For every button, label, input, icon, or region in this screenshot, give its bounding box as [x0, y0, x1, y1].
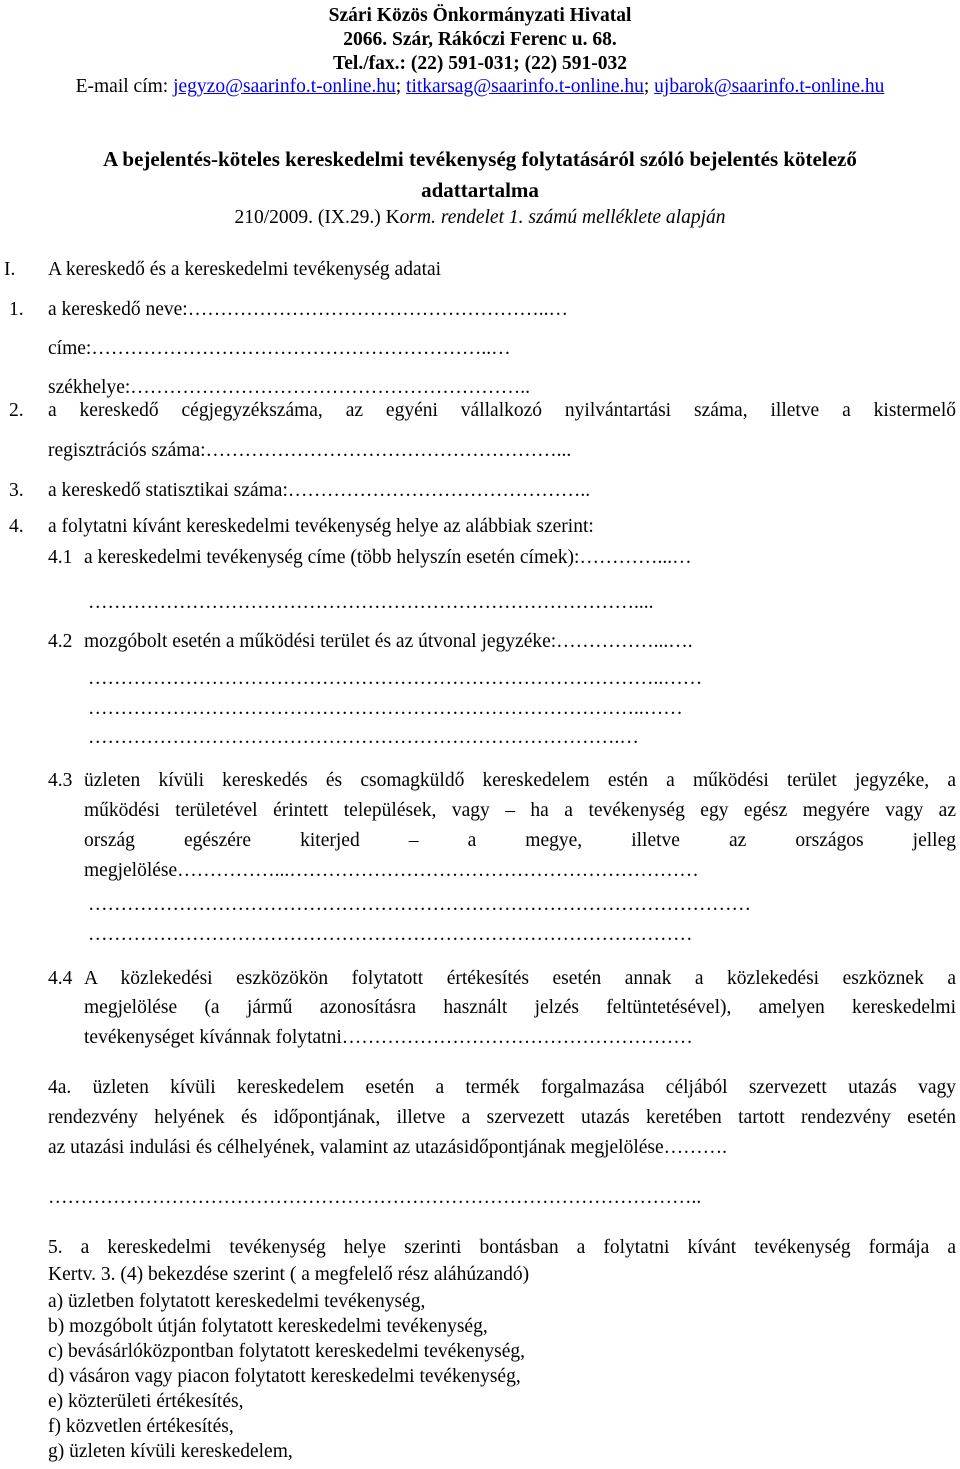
activity-form-option: g) üzleten kívüli kereskedelem, — [48, 1441, 293, 1462]
activity-form-text: 5. a kereskedelmi tevékenység helye szerinti bontásban a folytatni kívánt tevékenység formája a — [48, 1237, 956, 1258]
event-sales-field: az utazási indulási és célhelyének, valamint az utazásidőpontjának megjelölése………. — [48, 1137, 728, 1158]
event-sales-text: rendezvény helyének és időpontjának, illetve a szervezett utazás keretében tartott rendezvény esetén — [48, 1107, 956, 1128]
vehicle-sales-text: A közlekedési eszközökön folytatott értékesítés esetén annak a közlekedési eszköznek a — [84, 968, 956, 989]
email-separator: ; — [643, 76, 655, 97]
field-label: mozgóbolt esetén a működési terület és az útvonal jegyzéke: — [84, 631, 557, 652]
subitem-number: 4.3 — [48, 770, 73, 791]
subitem-number: 4.2 — [48, 631, 73, 652]
office-telfax: Tel./fax.: (22) 591-031; (22) 591-032 — [333, 53, 627, 74]
trader-address-field — [48, 338, 511, 359]
email-link-titkarsag[interactable]: titkarsag@saarinfo.t-online.hu — [406, 76, 644, 97]
fill-in-dots: ………………………………………………..… — [187, 299, 568, 320]
activity-form-option: c) bevásárlóközpontban folytatott kereskedelmi tevékenység, — [48, 1341, 526, 1362]
fill-in-dots: ……………………………………………………………………………..…… — [88, 668, 703, 689]
subitem-number: 4.1 — [48, 547, 73, 568]
field-label: a kereskedő statisztikai száma: — [48, 480, 288, 501]
subitem-number: 4.4 — [48, 968, 73, 989]
off-premises-sales-text: működési területével érintett települések, vagy – ha a tevékenység egy egész megyére vagy az — [84, 800, 956, 821]
trader-name-field — [48, 299, 568, 320]
legal-reference-italic: orm. rendelet 1. számú melléklete alapján — [399, 207, 726, 228]
field-label: a kereskedelmi tevékenység címe (több helyszín esetén címek): — [84, 547, 580, 568]
fill-in-dots: ……………………………………………………………………………………….. — [48, 1187, 702, 1208]
section-number: I. — [4, 259, 16, 280]
item-number: 2. — [9, 400, 24, 421]
office-name: Szári Közös Önkormányzati Hivatal — [328, 5, 632, 26]
vehicle-sales-text: megjelölése (a jármű azonosításra használt jelzés feltüntetésével), amelyen kereskedelmi — [84, 997, 956, 1018]
email-separator: ; — [395, 76, 407, 97]
activity-form-option: d) vásáron vagy piacon folytatott kereskedelmi tevékenység, — [48, 1366, 521, 1387]
fill-in-dots: ………………………………………………... — [205, 440, 572, 461]
activity-form-option: a) üzletben folytatott kereskedelmi tevékenység, — [48, 1291, 426, 1312]
email-line — [0, 76, 960, 97]
fill-in-dots: ………………………………………………………………………………… — [88, 924, 693, 945]
statistical-number-field — [48, 480, 590, 501]
mobile-shop-area-field — [84, 631, 693, 652]
vehicle-sales-field: tevékenységet kívánnak folytatni……………………………………………… — [84, 1027, 693, 1048]
activity-location-text: a folytatni kívánt kereskedelmi tevékenység helye az alábbiak szerint: — [48, 516, 594, 537]
activity-form-option: f) közvetlen értékesítés, — [48, 1416, 234, 1437]
legal-reference-plain: 210/2009. (IX.29.) K — [234, 207, 400, 228]
legal-reference — [0, 207, 960, 228]
activity-form-option: e) közterületi értékesítés, — [48, 1391, 244, 1412]
field-label: a kereskedő neve: — [48, 299, 188, 320]
email-label: E-mail cím: — [75, 76, 174, 97]
off-premises-sales-field: megjelölése……………...……………………………………………………… — [84, 860, 699, 881]
email-link-jegyzo[interactable]: jegyzo@saarinfo.t-online.hu — [173, 76, 396, 97]
fill-in-dots: ………………………………………………………………………….... — [88, 592, 654, 613]
email-link-ujbarok[interactable]: ujbarok@saarinfo.t-online.hu — [654, 76, 885, 97]
item-number: 3. — [9, 480, 24, 501]
fill-in-dots: ……………………………………………………..… — [91, 338, 511, 359]
office-address: 2066. Szár, Rákóczi Ferenc u. 68. — [343, 29, 617, 50]
document-title-cont: adattartalma — [421, 178, 539, 202]
section-heading: A kereskedő és a kereskedelmi tevékenység adatai — [48, 259, 442, 280]
item-number: 1. — [9, 299, 24, 320]
field-label: regisztrációs száma: — [48, 440, 206, 461]
fill-in-dots: …………………………………………………………………………..…… — [88, 698, 683, 719]
fill-in-dots: ……………………………………….. — [287, 480, 591, 501]
fill-in-dots: ………………………………………………………………………………………… — [88, 894, 751, 915]
document-title: A bejelentés-köteles kereskedelmi tevékenység folytatásáról szóló bejelentés kötelező — [103, 147, 857, 171]
event-sales-text: 4a. üzleten kívüli kereskedelem esetén a termék forgalmazása céljából szervezett utazás vagy — [48, 1077, 956, 1098]
field-label: székhelye: — [48, 377, 131, 398]
activity-address-field — [84, 547, 692, 568]
activity-form-text: Kertv. 3. (4) bekezdése szerint ( a megfelelő rész aláhúzandó) — [48, 1264, 530, 1285]
field-label: címe: — [48, 338, 92, 359]
trader-seat-field — [48, 377, 530, 398]
off-premises-sales-text: ország egészére kiterjed – a megye, illetve az országos jelleg — [84, 830, 956, 851]
fill-in-dots: …………...… — [579, 547, 692, 568]
item-number: 4. — [9, 516, 24, 537]
fill-in-dots: ……………………………………………………………………….… — [88, 727, 639, 748]
registration-number-field — [48, 440, 571, 461]
registration-number-text: a kereskedő cégjegyzékszáma, az egyéni vállalkozó nyilvántartási száma, illetve a kistermelő — [48, 400, 956, 421]
fill-in-dots: …………………………………………………….. — [130, 377, 531, 398]
fill-in-dots: ……………...…. — [556, 631, 693, 652]
activity-form-option: b) mozgóbolt útján folytatott kereskedelmi tevékenység, — [48, 1316, 488, 1337]
off-premises-sales-text: üzleten kívüli kereskedés és csomagküldő kereskedelem estén a működési terület jegyzéke, a — [84, 770, 956, 791]
